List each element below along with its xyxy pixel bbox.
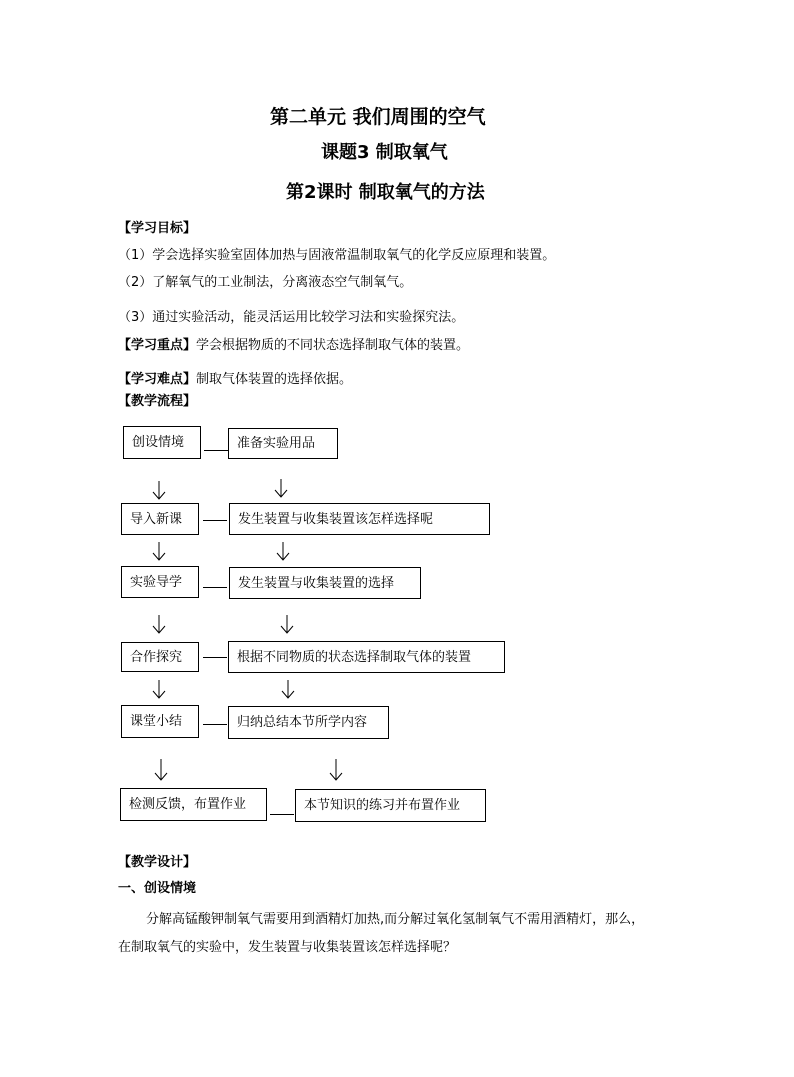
down-arrow-icon xyxy=(275,479,287,497)
flow-stage-box xyxy=(121,705,199,738)
key-point-heading: 【学习重点】 xyxy=(118,338,197,353)
difficult-point-text: 制取气体装置的选择依据。 xyxy=(196,372,353,387)
paragraph-line: 在制取氧气的实验中，发生装置与收集装置该怎样选择呢？ xyxy=(118,940,457,955)
down-arrow-icon xyxy=(153,481,165,499)
flow-stage-box xyxy=(121,566,199,598)
flow-activity-box xyxy=(228,641,505,673)
flow-heading: 【教学流程】 xyxy=(118,394,197,409)
objective-item: （3）通过实验活动，能灵活运用比较学习法和实验探究法。 xyxy=(118,310,465,325)
flow-activity-box xyxy=(295,789,486,822)
flow-activity-box xyxy=(229,503,490,535)
unit-title: 第二单元 我们周围的空气 xyxy=(270,106,486,128)
flow-stage-label: 实验导学 xyxy=(130,574,183,590)
flow-activity-label: 发生装置与收集装置该怎样选择呢 xyxy=(238,511,434,527)
key-point xyxy=(118,336,469,352)
difficult-point xyxy=(118,370,352,386)
flow-stage-label: 检测反馈，布置作业 xyxy=(129,797,247,812)
objective-item: （1）学会选择实验室固体加热与固液常温制取氧气的化学反应原理和装置。 xyxy=(118,248,556,263)
flow-connector xyxy=(203,587,227,588)
flow-activity-box xyxy=(228,428,338,459)
flow-connector xyxy=(203,724,227,725)
flow-activity-label: 本节知识的练习并布置作业 xyxy=(304,798,461,813)
flow-stage-box xyxy=(120,788,267,821)
flow-connector xyxy=(270,814,294,815)
down-arrow-icon xyxy=(330,759,342,780)
flow-stage-box xyxy=(121,503,199,535)
flow-activity-box xyxy=(229,567,421,599)
down-arrow-icon xyxy=(155,759,167,780)
objective-item: （2）了解氧气的工业制法，分离液态空气制氧气。 xyxy=(118,275,413,290)
flow-stage-box xyxy=(123,426,201,459)
topic-title: 课题3 制取氧气 xyxy=(321,142,448,163)
flow-stage-label: 合作探究 xyxy=(130,649,183,665)
down-arrow-icon xyxy=(282,680,294,698)
flow-activity-label: 根据不同物质的状态选择制取气体的装置 xyxy=(237,649,472,665)
difficult-point-heading: 【学习难点】 xyxy=(118,372,197,387)
down-arrow-icon xyxy=(153,615,165,633)
flow-connector xyxy=(203,657,227,658)
flow-activity-box xyxy=(228,706,389,739)
design-heading: 【教学设计】 xyxy=(118,855,197,870)
down-arrow-icon xyxy=(281,615,293,633)
flow-stage-box xyxy=(121,642,199,672)
section-title: 一、创设情境 xyxy=(118,881,197,896)
objectives-heading: 【学习目标】 xyxy=(118,221,197,236)
paragraph-line: 分解高锰酸钾制氧气需要用到酒精灯加热,而分解过氧化氢制氧气不需用酒精灯，那么， xyxy=(146,912,645,927)
down-arrow-icon xyxy=(277,542,289,560)
flow-connector xyxy=(203,520,227,521)
flow-connector xyxy=(204,450,228,451)
flow-activity-label: 准备实验用品 xyxy=(237,436,316,451)
down-arrow-icon xyxy=(153,542,165,560)
flow-stage-label: 导入新课 xyxy=(130,511,183,527)
flow-activity-label: 归纳总结本节所学内容 xyxy=(237,715,368,730)
flow-stage-label: 创设情境 xyxy=(132,435,185,450)
key-point-text: 学会根据物质的不同状态选择制取气体的装置。 xyxy=(196,338,470,353)
lesson-title: 第2课时 制取氧气的方法 xyxy=(286,182,485,203)
down-arrow-icon xyxy=(153,680,165,698)
flow-stage-label: 课堂小结 xyxy=(130,714,183,729)
flow-activity-label: 发生装置与收集装置的选择 xyxy=(238,575,395,591)
